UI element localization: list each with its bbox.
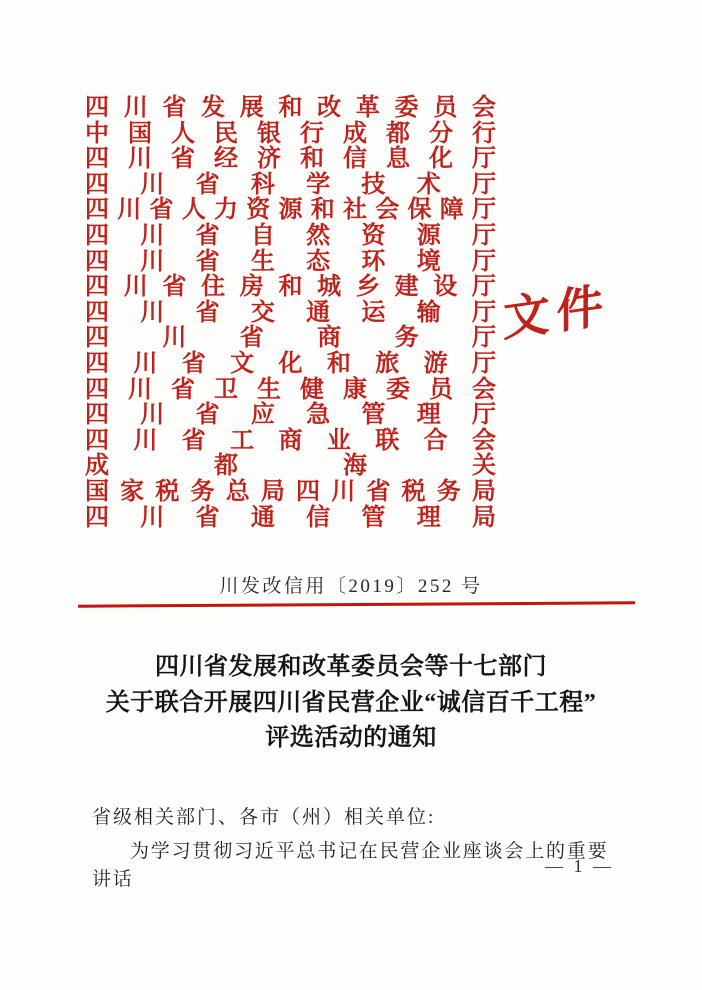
department-line: 四 川 省 人 力 资 源 和 社 会 保 障 厅 (85, 197, 496, 224)
issuing-departments-block (85, 96, 496, 531)
department-line: 四 川 省 应 急 管 理 厅 (85, 402, 496, 429)
document-title (0, 650, 702, 757)
document-title-line: 关于联合开展四川省民营企业“诚信百千工程” (105, 689, 597, 716)
page-number: — 1 — (545, 856, 614, 876)
department-line: 四 川 省 自 然 资 源 厅 (85, 222, 496, 249)
department-line: 中 国 人 民 银 行 成 都 分 行 (85, 120, 496, 147)
department-line: 四 川 省 住 房 和 城 乡 建 设 厅 (85, 274, 496, 301)
department-line: 四 川 省 经 济 和 信 息 化 厅 (85, 146, 496, 173)
body-paragraph: 为学习贯彻习近平总书记在民营企业座谈会上的重要讲话 (92, 841, 609, 890)
department-line: 四 川 省 工 商 业 联 合 会 (85, 427, 496, 454)
department-line: 成 都 海 关 (85, 453, 496, 480)
document-title-line: 评选活动的通知 (265, 725, 437, 751)
document-number: 川发改信用〔2019〕252 号 (219, 576, 483, 597)
department-line: 国 家 税 务 总 局 四 川 省 税 务 局 (85, 478, 496, 505)
department-line: 四 川 省 文 化 和 旅 游 厅 (85, 350, 496, 377)
department-line: 四 川 省 交 通 运 输 厅 (85, 299, 496, 326)
department-line: 四 川 省 生 态 环 境 厅 (85, 248, 496, 275)
department-line: 四 川 省 卫 生 健 康 委 员 会 (85, 376, 496, 403)
red-separator-line (78, 601, 635, 607)
document-type-label: 文件 (503, 279, 610, 347)
document-title-line: 四川省发展和改革委员会等十七部门 (155, 654, 547, 680)
department-line: 四 川 省 发 展 和 改 革 委 员 会 (85, 95, 496, 121)
department-line: 四 川 省 科 学 技 术 厅 (85, 171, 496, 198)
addressee-line: 省级相关部门、各市（州）相关单位: (92, 807, 436, 828)
department-line: 四 川 省 商 务 厅 (85, 325, 496, 352)
department-line: 四 川 省 通 信 管 理 局 (85, 504, 496, 531)
